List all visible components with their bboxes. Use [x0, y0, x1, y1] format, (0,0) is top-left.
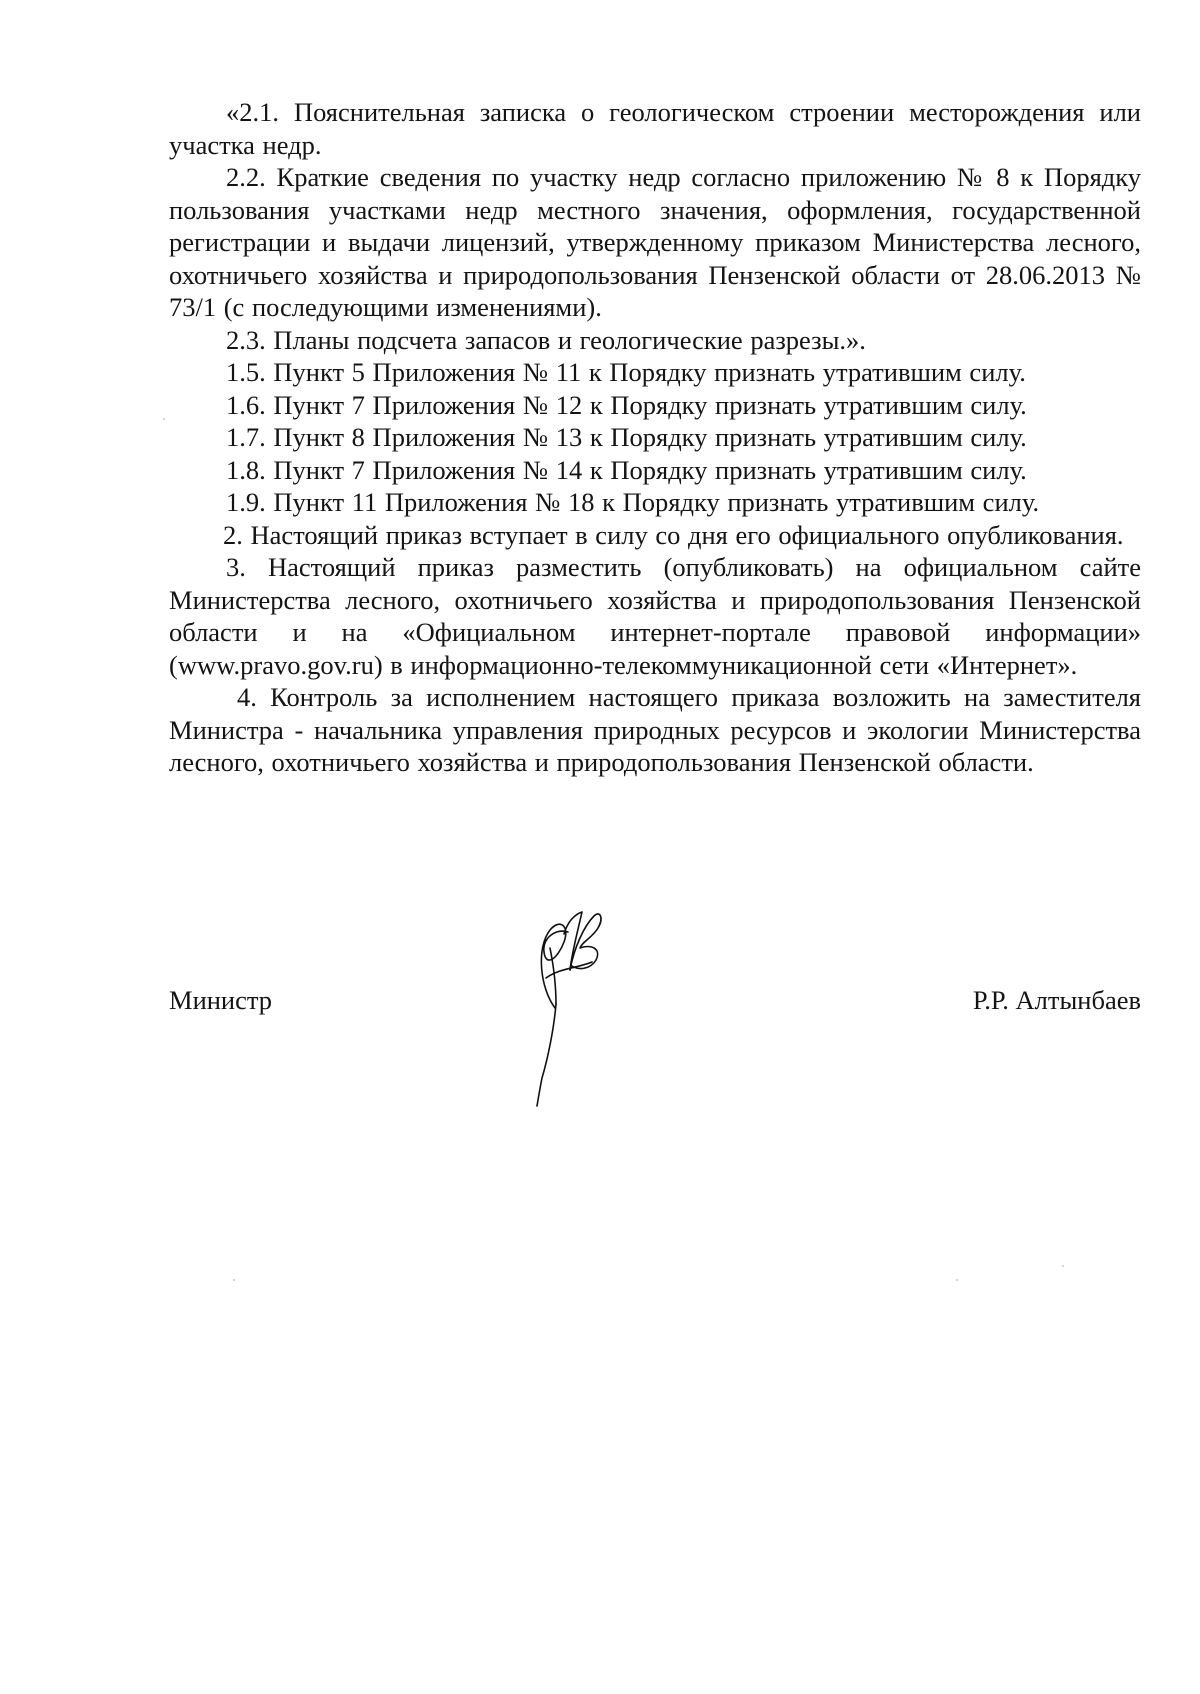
paragraph-2-3: 2.3. Планы подсчета запасов и геологические разрезы.». — [226, 324, 866, 355]
signatory-title: Министр — [169, 985, 273, 1015]
scan-speck — [1062, 1265, 1064, 1267]
scan-speck — [956, 1279, 958, 1281]
scan-speck — [233, 1279, 235, 1281]
paragraph-1-5: 1.5. Пункт 5 Приложения № 11 к Порядку признать утратившим силу. — [226, 357, 1026, 387]
handwritten-signature-icon — [520, 908, 630, 1108]
paragraph-4: 4. Контроль за исполнением настоящего приказа возложить на заместителя Министра - начальника управления природных ресурсов и экологии Министерства лесного, охотничьего хозяйства и природопользования Пензенской области. — [169, 682, 1141, 777]
scan-speck — [163, 418, 165, 420]
paragraph-2: 2. Настоящий приказ вступает в силу со дня его официального опубликования. — [223, 519, 1124, 550]
paragraph-1-9: 1.9. Пункт 11 Приложения № 18 к Порядку признать утратившим силу. — [226, 487, 1040, 517]
document-body — [169, 96, 1141, 779]
paragraph-2-1: «2.1. Пояснительная записка о геологическом строении месторождения или участка недр. — [169, 97, 1141, 160]
paragraph-2-2: 2.2. Краткие сведения по участку недр согласно приложению № 8 к Порядку пользования участками недр местного значения, оформления, государственной регистрации и выдачи лицензий, утвержденному приказом Министерства лесного, охотничьего хозяйства и природопользования Пензенской области от 28.06.2013 № 73/1 (с последующими изменениями). — [169, 162, 1141, 322]
paragraph-1-8: 1.8. Пункт 7 Приложения № 14 к Порядку признать утратившим силу. — [226, 454, 1027, 485]
signature-block — [169, 984, 1141, 1024]
paragraph-1-7: 1.7. Пункт 8 Приложения № 13 к Порядку признать утратившим силу. — [226, 422, 1027, 452]
paragraph-1-6: 1.6. Пункт 7 Приложения № 12 к Порядку признать утратившим силу. — [226, 389, 1027, 420]
paragraph-3: 3. Настоящий приказ разместить (опубликовать) на официальном сайте Министерства лесного, охотничьего хозяйства и природопользования Пензенской области и на «Официальном интернет-портале правовой информации» (www.pravo.gov.ru) в информационно-телекоммуникационной сети «Интернет». — [169, 552, 1141, 680]
signatory-name: Р.Р. Алтынбаев — [972, 985, 1141, 1015]
